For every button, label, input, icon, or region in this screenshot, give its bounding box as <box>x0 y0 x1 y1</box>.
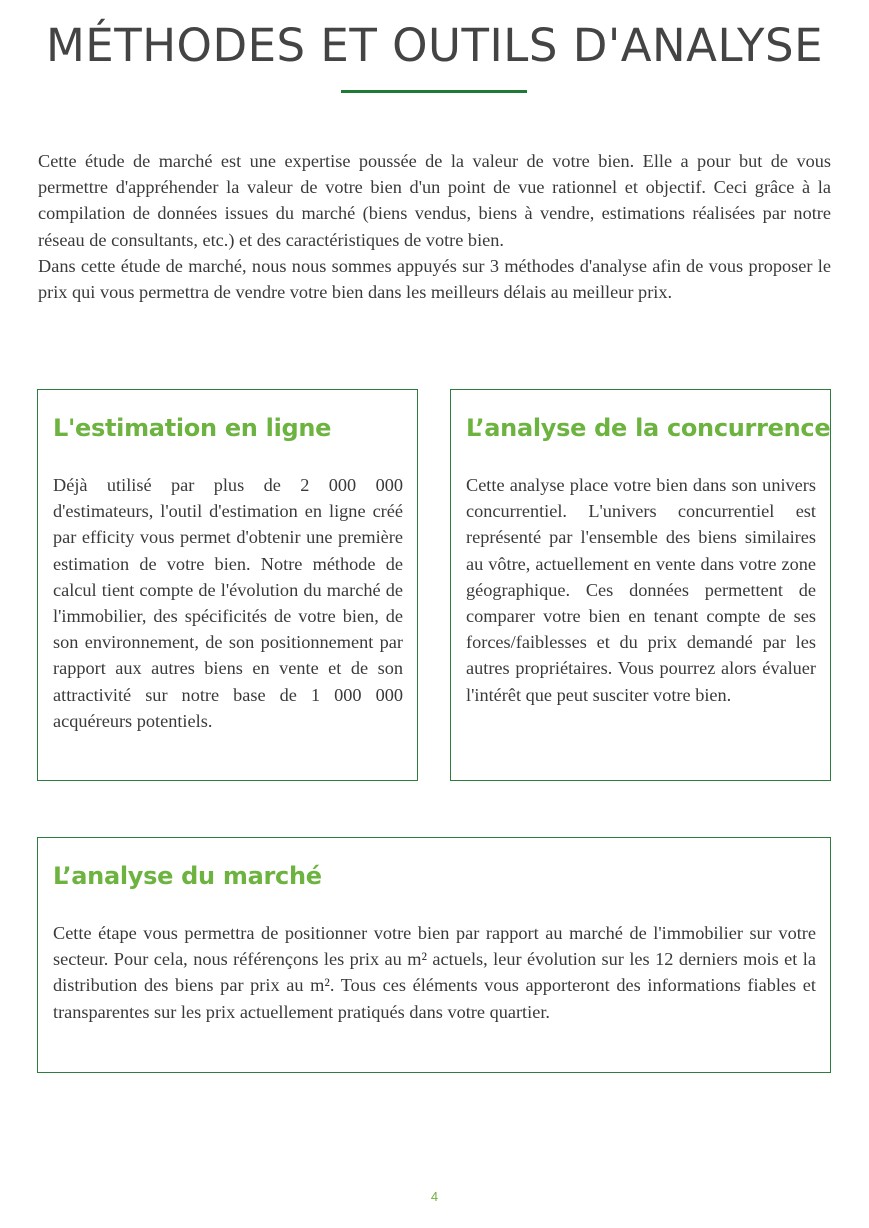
intro-paragraph: Dans cette étude de marché, nous nous sommes appuyés sur 3 méthodes d'analyse afin de vous proposer le prix qui vous permettra de vendre votre bien dans les meilleurs délais au meilleur prix. <box>38 255 831 303</box>
card-title: L’analyse de la concurrence <box>466 414 831 442</box>
card-text: Cette analyse place votre bien dans son univers concurrentiel. L'univers concurrentiel est représenté par l'ensemble des biens similaires au vôtre, actuellement en vente dans votre zone géographique. Ces données permettent de comparer votre bien en tenant compte de ses forces/faiblesses et du prix demandé par les autres propriétaires. Vous pourrez alors évaluer l'intérêt que peut susciter votre bien. <box>466 475 816 705</box>
card-competition-analysis <box>450 389 831 781</box>
card-market-analysis <box>37 837 831 1073</box>
card-title: L’analyse du marché <box>53 862 322 890</box>
page-title: MÉTHODES ET OUTILS D'ANALYSE <box>45 19 824 72</box>
page-number: 4 <box>430 1189 439 1204</box>
card-text: Cette étape vous permettra de positionner votre bien par rapport au marché de l'immobilier sur votre secteur. Pour cela, nous référençons les prix au m² actuels, leur évolution sur les 12 derniers mois et la distribution des biens par prix au m². Tous ces éléments vous apporteront des informations fiables et transparentes sur les prix actuellement pratiqués dans votre quartier. <box>53 923 816 1022</box>
card-online-estimation <box>37 389 418 781</box>
card-text: Déjà utilisé par plus de 2 000 000 d'estimateurs, l'outil d'estimation en ligne créé par efficity vous permet d'obtenir une première estimation de votre bien. Notre méthode de calcul tient compte de l'évolution du marché de l'immobilier, des spécificités de votre bien, de son environnement, de son positionnement par rapport aux autres biens en vente et de son attractivité sur notre base de 1 000 000 acquéreurs potentiels. <box>53 475 403 731</box>
card-title: L'estimation en ligne <box>53 414 332 442</box>
title-underline <box>341 90 527 93</box>
intro-paragraph: Cette étude de marché est une expertise poussée de la valeur de votre bien. Elle a pour but de vous permettre d'appréhender la valeur de votre bien d'un point de vue rationnel et objectif. Ceci grâce à la compilation de données issues du marché (biens vendus, biens à vendre, estimations réalisées par notre réseau de consultants, etc.) et des caractéristiques de votre bien. <box>38 151 831 250</box>
intro-section <box>38 148 831 305</box>
